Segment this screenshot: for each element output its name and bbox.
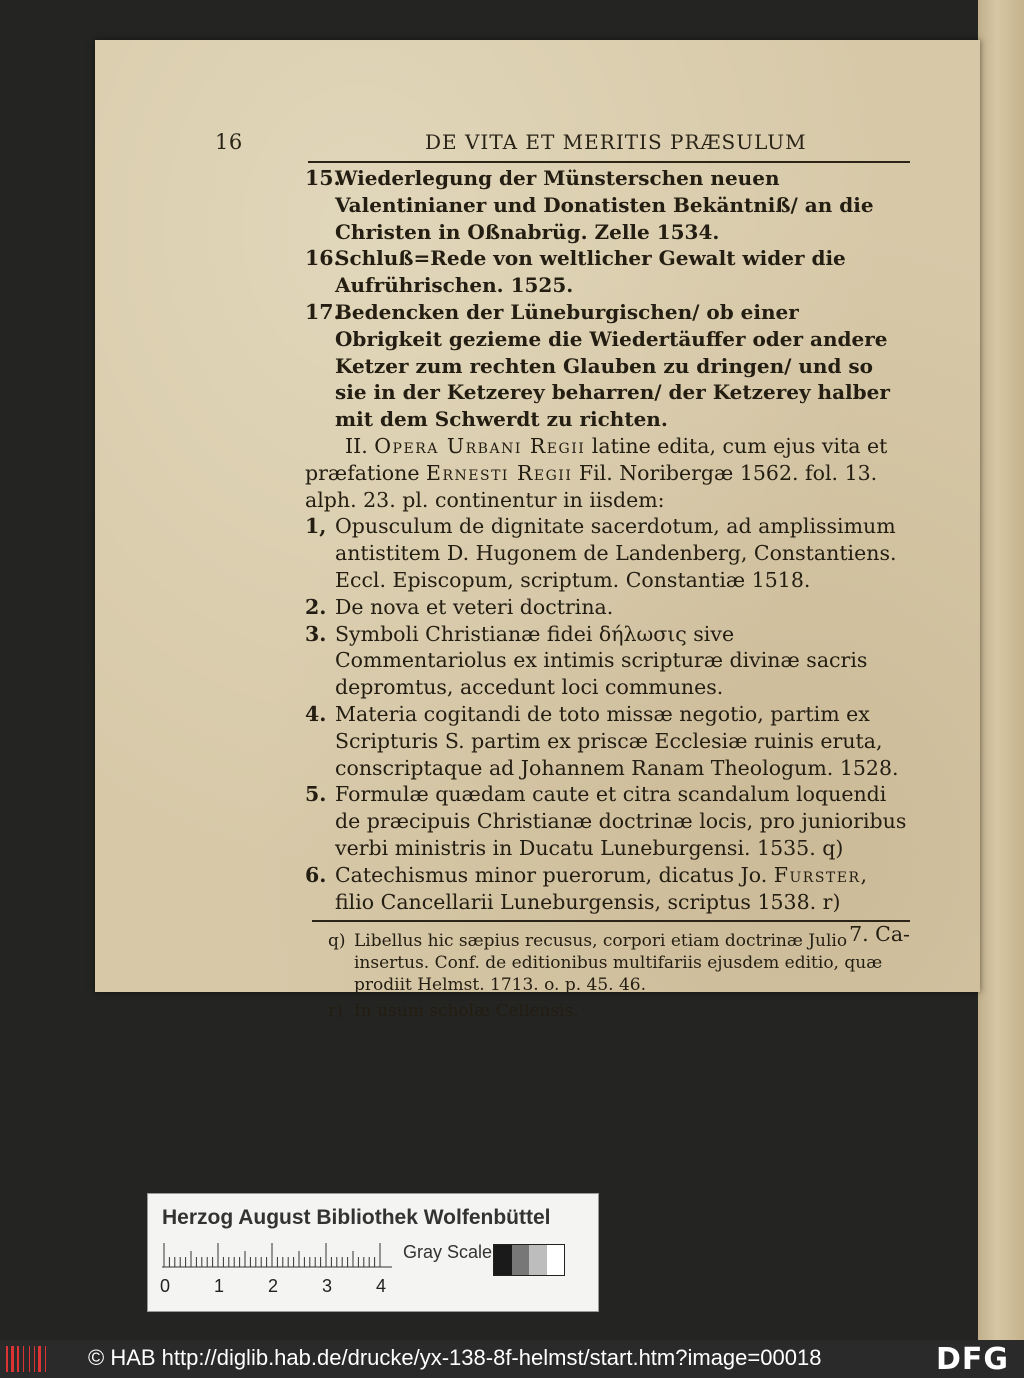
section-paragraph	[305, 433, 910, 513]
library-name: Herzog August Bibliothek Wolfenbüttel	[162, 1206, 551, 1229]
barcode-icon	[6, 1344, 52, 1374]
item-text-b: , filio Cancellarii Luneburgensis, scriptus 1538. r)	[335, 862, 868, 914]
scale-number: 4	[376, 1276, 387, 1296]
footnote-text: In usum scholæ Cellensis.	[354, 1001, 579, 1021]
header-rule	[308, 161, 910, 163]
footnotes	[328, 930, 913, 1026]
page-number: 16	[215, 130, 243, 154]
footnote-mark: q)	[328, 931, 346, 951]
item-text: Materia cogitandi de toto missæ negotio, partim ex Scripturis S. partim ex priscæ Ecclesiæ ruinis eruta, conscriptaque ad Johannem Ranam Theologum. 1528.	[335, 701, 899, 780]
list-item	[305, 621, 910, 701]
scale-number: 3	[322, 1276, 333, 1296]
item-text: Formulæ quædam caute et citra scandalum loquendi de præcipuis Christianæ doctrinæ locis, pro junioribus verbi ministris in Ducatu Luneburgensi. 1535. q)	[335, 782, 907, 860]
item-number: 1,	[305, 514, 327, 539]
color-calibration-card	[147, 1193, 599, 1312]
gray-scale-label: Gray Scale	[403, 1242, 493, 1262]
section-text-b: Fil. Noribergæ 1562. fol. 13. alph. 23. pl. continentur in iisdem:	[305, 460, 878, 512]
gray-swatch	[529, 1245, 547, 1275]
list-item	[305, 513, 910, 593]
footnote-text: Libellus hic sæpius recusus, corpori etiam doctrinæ Julio insertus. Conf. de editionibus multifariis ejusdem editio, quæ prodiit Helmst. 1713. o. p. 45. 46.	[354, 931, 883, 995]
list-item	[305, 594, 910, 621]
list-item	[305, 299, 910, 433]
item-text-a: Catechismus minor puerorum, dicatus Jo.	[335, 862, 774, 887]
running-title: DE VITA ET MERITIS PRÆSULUM	[425, 130, 807, 154]
item-number: 5.	[305, 782, 327, 807]
item-number: 6.	[305, 862, 327, 887]
footnote-rule	[312, 920, 910, 922]
item-text: Wiederlegung der Münsterschen neuen Valentinianer und Donatisten Bekäntniß/ an die Christen in Oßnabrüg. Zelle 1534.	[335, 166, 874, 244]
gray-swatch	[512, 1245, 530, 1275]
item-number: 15.	[305, 166, 341, 190]
copyright-url[interactable]: © HAB http://diglib.hab.de/drucke/yx-138-8f-helmst/start.htm?image=00018	[88, 1345, 822, 1370]
section-name: Ernesti Regii	[426, 460, 573, 485]
footnote	[328, 1000, 913, 1022]
section-text-a: latine edita, cum ejus vita et præfatione	[305, 433, 888, 485]
item-number: 16.	[305, 246, 341, 271]
scale-number: 0	[160, 1276, 171, 1296]
ruler-numbers	[158, 1276, 398, 1298]
item-text: Opusculum de dignitate sacerdotum, ad amplissimum antistitem D. Hugonem de Landenberg, Constantiens. Eccl. Episcopum, scriptum. Constantiæ 1518.	[335, 514, 897, 592]
ruler-scale	[162, 1242, 392, 1268]
section-numeral: II.	[345, 433, 368, 458]
list-item	[305, 781, 910, 861]
list-item	[305, 165, 910, 245]
gray-swatch	[547, 1245, 565, 1275]
viewer-footer	[0, 1340, 1024, 1378]
item-number: 4.	[305, 701, 327, 726]
scale-number: 1	[214, 1276, 225, 1296]
list-item	[305, 245, 910, 299]
gray-scale-swatches	[493, 1244, 565, 1276]
item-number: 2.	[305, 594, 327, 619]
item-text: Symboli Christianæ fidei δήλωσις sive Commentariolus ex intimis scripturæ divinæ sacris depromtus, accedunt loci communes.	[335, 621, 868, 700]
catchword: 7. Ca-	[849, 922, 910, 947]
footnote	[328, 930, 913, 996]
item-text: Schluß=Rede von weltlicher Gewalt wider die Aufrührischen. 1525.	[335, 246, 846, 298]
footnote-mark: r)	[328, 1001, 343, 1021]
page-header	[215, 130, 810, 160]
item-name: Furster	[773, 862, 861, 887]
item-text: De nova et veteri doctrina.	[335, 594, 614, 619]
item-text: Bedencken der Lüneburgischen/ ob einer Obrigkeit gezieme die Wiedertäuffer oder andere Ketzer zum rechten Glauben zu dringen/ und so sie in der Ketzerey beharren/ der Ketzerey halber mit dem Schwerdt zu richten.	[335, 299, 890, 432]
page-body	[305, 165, 910, 947]
adjacent-page-edge	[978, 0, 1024, 1340]
item-number: 3.	[305, 621, 327, 646]
item-number: 17.	[305, 299, 341, 324]
dfg-logo: DFG	[936, 1342, 1010, 1377]
scale-number: 2	[268, 1276, 279, 1296]
list-item	[305, 862, 910, 916]
section-lead: Opera Urbani Regii	[374, 433, 586, 458]
gray-swatch	[494, 1245, 512, 1275]
list-item	[305, 701, 910, 781]
